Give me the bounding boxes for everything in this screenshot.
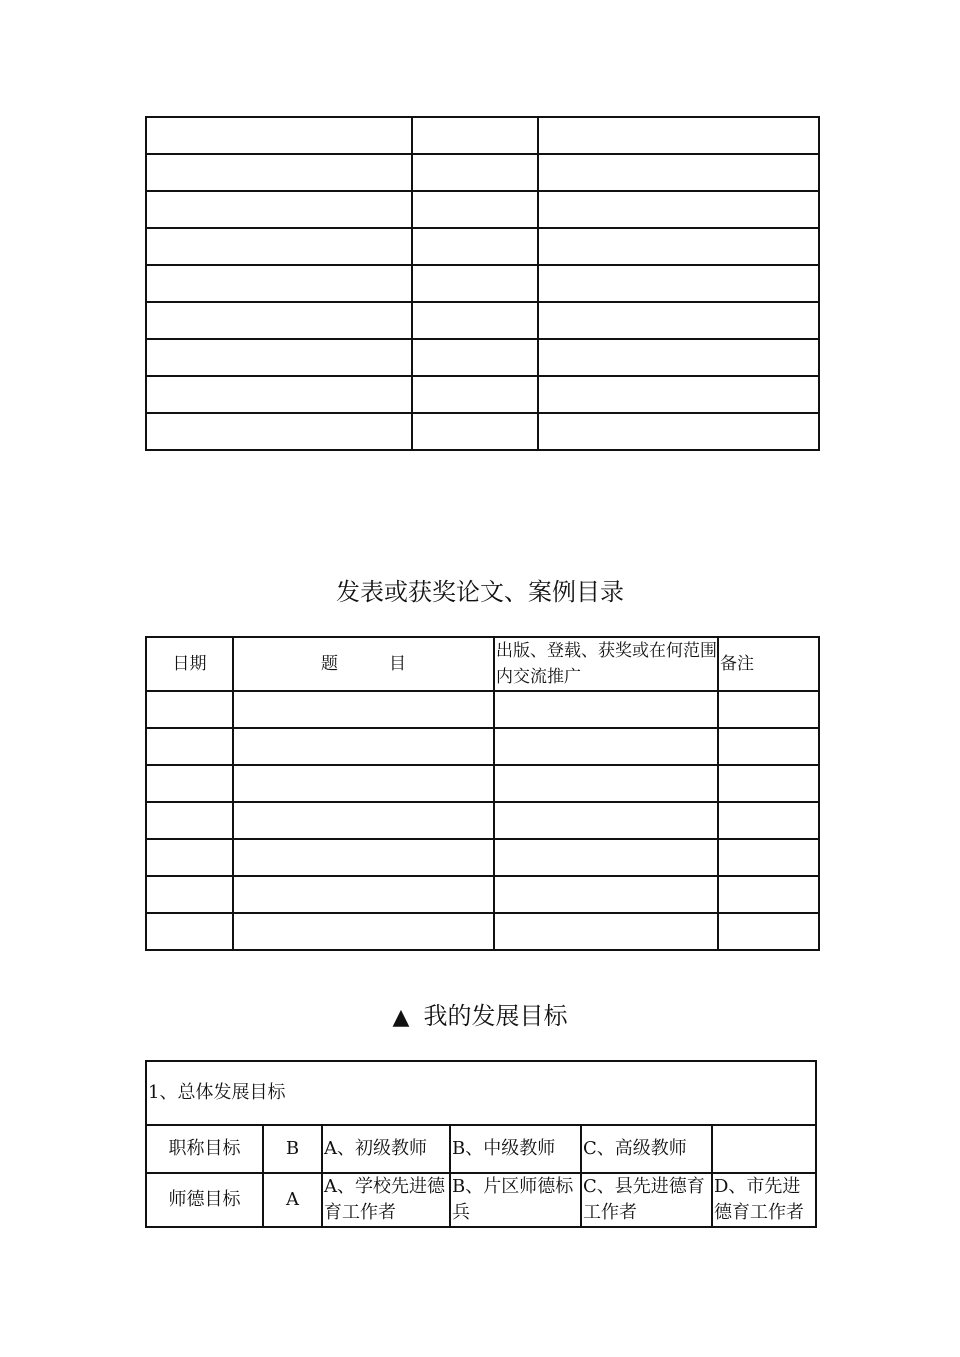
table-cell bbox=[233, 913, 494, 950]
table-header-row bbox=[146, 637, 819, 691]
ethics-goal-option-c: C、县先进德育工作者 bbox=[581, 1173, 712, 1227]
table-cell bbox=[146, 228, 412, 265]
table-row bbox=[146, 413, 819, 450]
table-cell bbox=[718, 691, 819, 728]
table-cell bbox=[233, 691, 494, 728]
table-cell bbox=[494, 691, 718, 728]
table-cell bbox=[233, 802, 494, 839]
table-cell bbox=[146, 413, 412, 450]
table-row bbox=[146, 691, 819, 728]
table-cell bbox=[233, 839, 494, 876]
table-cell bbox=[146, 802, 233, 839]
table-cell bbox=[146, 154, 412, 191]
table-cell bbox=[146, 376, 412, 413]
table-cell bbox=[494, 728, 718, 765]
goals-title-text: 我的发展目标 bbox=[423, 1002, 568, 1030]
table-cell bbox=[412, 376, 538, 413]
title-goal-option-a: A、初级教师 bbox=[322, 1125, 450, 1173]
table-cell bbox=[718, 802, 819, 839]
table-cell bbox=[538, 413, 819, 450]
ethics-goal-option-b: B、片区师德标兵 bbox=[450, 1173, 581, 1227]
table-row bbox=[146, 376, 819, 413]
overall-goal-row bbox=[146, 1061, 816, 1125]
table-row bbox=[146, 839, 819, 876]
header-publication: 出版、登载、获奖或在何范围内交流推广 bbox=[494, 637, 718, 691]
triangle-icon: ▲ bbox=[392, 1005, 410, 1030]
ethics-goal-row bbox=[146, 1173, 816, 1227]
table-cell bbox=[718, 765, 819, 802]
table-cell bbox=[146, 117, 412, 154]
ethics-goal-label: 师德目标 bbox=[146, 1173, 263, 1227]
table-cell bbox=[412, 302, 538, 339]
table-cell bbox=[412, 154, 538, 191]
blank-table bbox=[145, 116, 820, 451]
table-row bbox=[146, 191, 819, 228]
table-cell bbox=[146, 191, 412, 228]
table-cell bbox=[146, 913, 233, 950]
table-cell bbox=[538, 228, 819, 265]
header-date: 日期 bbox=[146, 637, 233, 691]
table-cell bbox=[538, 339, 819, 376]
table-cell bbox=[412, 265, 538, 302]
table-cell bbox=[538, 376, 819, 413]
table-cell bbox=[494, 876, 718, 913]
title-goal-option-b: B、中级教师 bbox=[450, 1125, 581, 1173]
table-cell bbox=[718, 839, 819, 876]
ethics-goal-option-a: A、学校先进德育工作者 bbox=[322, 1173, 450, 1227]
header-remarks: 备注 bbox=[718, 637, 819, 691]
table-cell bbox=[718, 913, 819, 950]
table-cell bbox=[146, 765, 233, 802]
table-row bbox=[146, 228, 819, 265]
table-cell bbox=[233, 876, 494, 913]
ethics-goal-selected: A bbox=[263, 1173, 322, 1227]
overall-goal-label: 1、总体发展目标 bbox=[146, 1061, 816, 1125]
table-row bbox=[146, 876, 819, 913]
title-goal-option-empty bbox=[712, 1125, 816, 1173]
table-row bbox=[146, 154, 819, 191]
table-cell bbox=[412, 413, 538, 450]
table-cell bbox=[412, 339, 538, 376]
goals-table bbox=[145, 1060, 817, 1228]
papers-table bbox=[145, 636, 820, 951]
table-cell bbox=[538, 265, 819, 302]
table-row bbox=[146, 765, 819, 802]
title-goal-row bbox=[146, 1125, 816, 1173]
table-row bbox=[146, 302, 819, 339]
table-cell bbox=[146, 265, 412, 302]
goals-section-title bbox=[0, 996, 960, 1031]
table-cell bbox=[146, 728, 233, 765]
table-cell bbox=[538, 117, 819, 154]
table-cell bbox=[146, 691, 233, 728]
table-row bbox=[146, 339, 819, 376]
table-cell bbox=[412, 191, 538, 228]
table-cell bbox=[538, 191, 819, 228]
table-cell bbox=[538, 302, 819, 339]
table-cell bbox=[233, 728, 494, 765]
table-row bbox=[146, 117, 819, 154]
table-cell bbox=[146, 839, 233, 876]
table-cell bbox=[233, 765, 494, 802]
table-cell bbox=[412, 228, 538, 265]
table-cell bbox=[146, 339, 412, 376]
ethics-goal-option-d: D、市先进德育工作者 bbox=[712, 1173, 816, 1227]
table-cell bbox=[146, 302, 412, 339]
table-cell bbox=[718, 728, 819, 765]
table-row bbox=[146, 802, 819, 839]
table-cell bbox=[494, 839, 718, 876]
table-cell bbox=[718, 876, 819, 913]
header-topic: 题 目 bbox=[233, 637, 494, 691]
table-row bbox=[146, 913, 819, 950]
table-cell bbox=[412, 117, 538, 154]
table-cell bbox=[146, 876, 233, 913]
table-row bbox=[146, 265, 819, 302]
table-cell bbox=[494, 913, 718, 950]
table-row bbox=[146, 728, 819, 765]
papers-section-title: 发表或获奖论文、案例目录 bbox=[336, 578, 624, 606]
table-cell bbox=[494, 802, 718, 839]
title-goal-label: 职称目标 bbox=[146, 1125, 263, 1173]
title-goal-selected: B bbox=[263, 1125, 322, 1173]
title-goal-option-c: C、高级教师 bbox=[581, 1125, 712, 1173]
table-cell bbox=[538, 154, 819, 191]
table-cell bbox=[494, 765, 718, 802]
